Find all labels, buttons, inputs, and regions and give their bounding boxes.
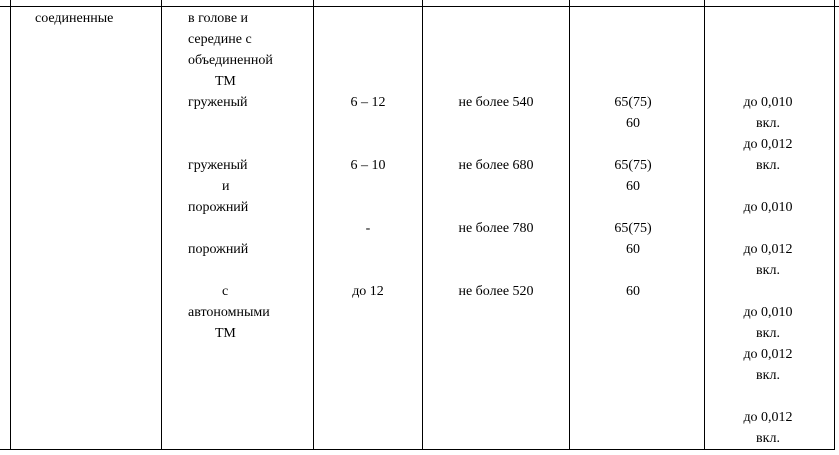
col5-value: 60 (626, 116, 640, 131)
config-line: и (222, 179, 230, 194)
config-line: в голове и (188, 11, 249, 26)
col3-value: до 12 (352, 284, 384, 299)
col3-value: 6 – 12 (350, 95, 386, 110)
col4-value: не более 540 (458, 95, 534, 110)
col4-value: не более 520 (458, 284, 534, 299)
config-line: груженый (188, 95, 248, 110)
config-line: объединенной (188, 53, 273, 68)
col6-line: вкл. (756, 263, 780, 278)
config-line: ТМ (215, 74, 236, 89)
col5-value: 65(75) (614, 95, 652, 110)
column-divider (834, 0, 835, 449)
column-divider (313, 0, 314, 449)
col6-line: до 0,010 (743, 95, 793, 110)
col6-line: до 0,012 (743, 410, 793, 425)
col6-line: вкл. (756, 368, 780, 383)
column-divider (10, 0, 11, 449)
col5-value: 60 (626, 179, 640, 194)
col6-line: вкл. (756, 326, 780, 341)
col5-value: 65(75) (614, 221, 652, 236)
vehicle-type-cell: соединенные (35, 11, 114, 26)
col6-line: до 0,012 (743, 347, 793, 362)
table-top-border (0, 6, 839, 7)
col6-line: вкл. (756, 431, 780, 446)
config-line: порожний (188, 242, 249, 257)
col5-value: 65(75) (614, 158, 652, 173)
config-line: середине с (188, 32, 252, 47)
col4-value: не более 680 (458, 158, 534, 173)
col4-value: не более 780 (458, 221, 534, 236)
col5-value: 60 (626, 284, 640, 299)
col6-line: до 0,010 (743, 200, 793, 215)
col3-value: - (365, 221, 371, 236)
col6-line: до 0,012 (743, 137, 793, 152)
config-line: порожний (188, 200, 249, 215)
table-bottom-border (0, 449, 835, 450)
column-divider (569, 0, 570, 449)
column-divider (704, 0, 705, 449)
config-line: автономными (188, 305, 270, 320)
column-divider (422, 0, 423, 449)
config-line: ТМ (215, 326, 236, 341)
column-divider (161, 0, 162, 449)
col6-line: до 0,010 (743, 305, 793, 320)
col6-line: до 0,012 (743, 242, 793, 257)
col6-line: вкл. (756, 158, 780, 173)
config-line: груженый (188, 158, 248, 173)
col5-value: 60 (626, 242, 640, 257)
config-line: с (222, 284, 229, 299)
col3-value: 6 – 10 (350, 158, 386, 173)
col6-line: вкл. (756, 116, 780, 131)
